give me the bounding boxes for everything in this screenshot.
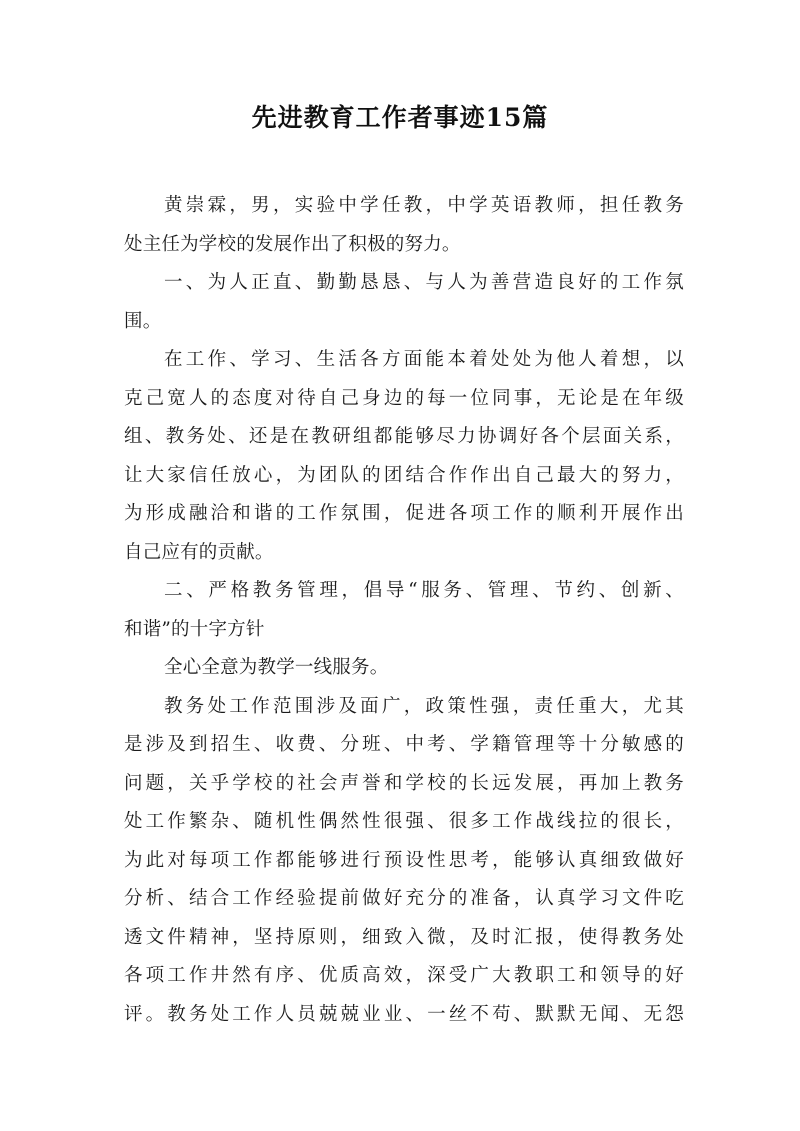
paragraph-line: 组、教务处、还是在教研组都能够尽力协调好各个层面关系， xyxy=(124,426,684,447)
paragraph-line: 二、严格教务管理，倡导“服务、管理、节约、创新、 xyxy=(164,580,684,601)
paragraph-line: 透文件精神，坚持原则，细致入微，及时汇报，使得教务处 xyxy=(124,926,684,948)
paragraph-line: 在工作、学习、生活各方面能本着处处为他人着想，以 xyxy=(164,349,684,370)
paragraph-line: 围。 xyxy=(124,310,162,332)
paragraph-line: 为形成融洽和谐的工作氛围，促进各项工作的顺利开展作出 xyxy=(124,503,684,524)
paragraph-line: 是涉及到招生、收费、分班、中考、学籍管理等十分敏感的 xyxy=(124,734,684,755)
paragraph-line: 处主任为学校的发展作出了积极的努力。 xyxy=(124,233,461,255)
paragraph-line: 克己宽人的态度对待自己身边的每一位同事，无论是在年级 xyxy=(124,387,684,409)
paragraph-line: 分析、结合工作经验提前做好充分的准备，认真学习文件吃 xyxy=(124,888,684,909)
paragraph-line: 让大家信任放心，为团队的团结合作作出自己最大的努力， xyxy=(124,464,684,486)
paragraph-line: 评。教务处工作人员兢兢业业、一丝不苟、默默无闻、无怨 xyxy=(124,1003,684,1025)
paragraph-line: 处工作繁杂、随机性偶然性很强、很多工作战线拉的很长， xyxy=(124,811,684,832)
document-body xyxy=(124,187,684,1034)
paragraph-line: 全心全意为教学一线服务。 xyxy=(164,657,389,678)
document-title: 先进教育工作者事迹15篇 xyxy=(251,103,549,132)
paragraph-line: 一、为人正直、勤勤恳恳、与人为善营造良好的工作氛 xyxy=(164,272,684,293)
paragraph-line: 黄崇霖，男，实验中学任教，中学英语教师，担任教务 xyxy=(164,195,684,216)
paragraph-line: 为此对每项工作都能够进行预设性思考，能够认真细致做好 xyxy=(124,849,684,871)
paragraph-line: 自己应有的贡献。 xyxy=(124,541,274,563)
paragraph-line: 各项工作井然有序、优质高效，深受广大教职工和领导的好 xyxy=(124,965,684,986)
paragraph-line: 教务处工作范围涉及面广，政策性强，责任重大，尤其 xyxy=(164,695,684,717)
paragraph-line: 问题，关乎学校的社会声誉和学校的长远发展，再加上教务 xyxy=(124,772,684,794)
paragraph-line: 和谐”的十字方针 xyxy=(124,618,265,640)
